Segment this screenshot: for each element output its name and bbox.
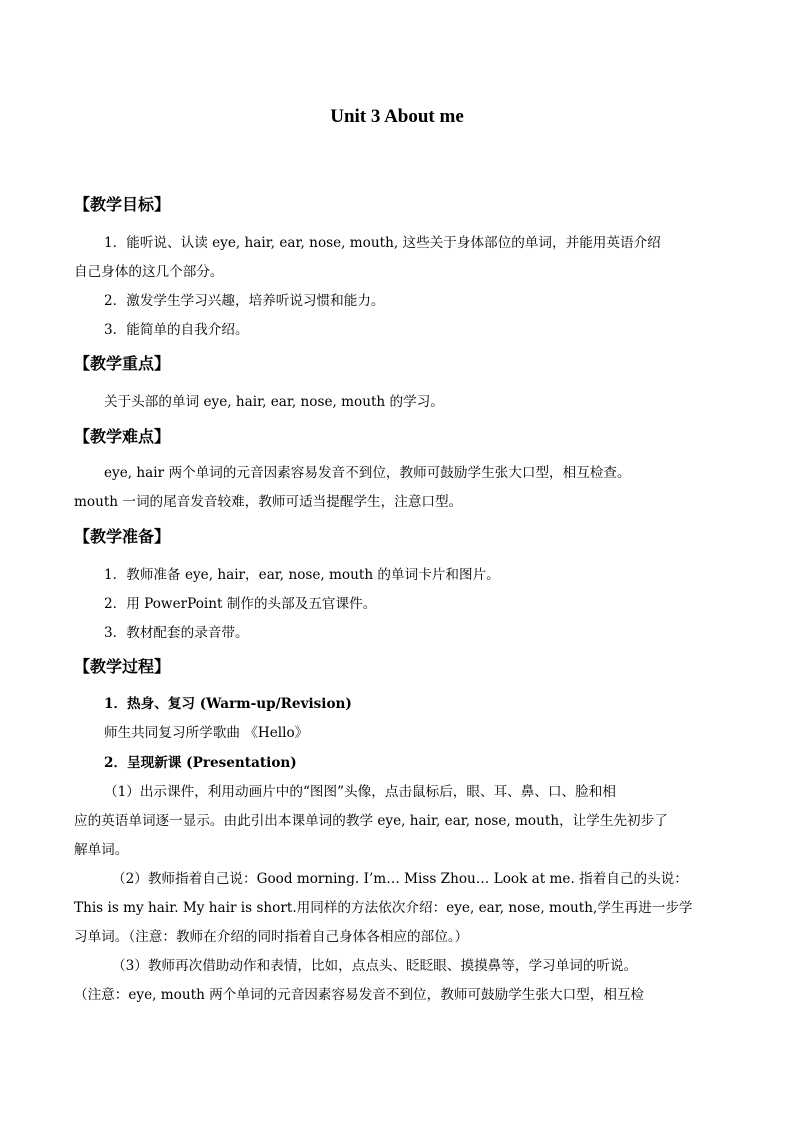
process-step1-title: 1．热身、复习 (Warm-up/Revision) <box>104 696 352 712</box>
process-line-4: （2）教师指着自己说：Good morning. I’m… Miss Zhou… Look at me. 指着自己的头说： <box>112 871 688 887</box>
heading-keypoints: 【教学重点】 <box>74 354 171 373</box>
process-step2-title: 2．呈现新课 (Presentation) <box>104 755 297 771</box>
heading-difficulties: 【教学难点】 <box>74 427 171 446</box>
preparation-line-2: 2．用 PowerPoint 制作的头部及五官课件。 <box>104 596 377 612</box>
keypoints-line-1: 关于头部的单词 eye, hair, ear, nose, mouth 的学习。 <box>104 394 444 410</box>
process-line-2: 应的英语单词逐一显示。由此引出本课单词的教学 eye, hair, ear, nose, mouth，让学生先初步了 <box>74 813 668 829</box>
difficulties-line-1: eye, hair 两个单词的元音因素容易发音不到位，教师可鼓励学生张大口型，相互检查。 <box>104 465 631 481</box>
heading-preparation: 【教学准备】 <box>74 527 171 546</box>
process-line-8: （注意：eye, mouth 两个单词的元音因素容易发音不到位，教师可鼓励学生张大口型，相互检 <box>74 987 645 1003</box>
process-line-5: This is my hair. My hair is short.用同样的方法依次介绍：eye, ear, nose, mouth,学生再进一步学 <box>74 900 693 916</box>
preparation-line-1: 1．教师准备 eye, hair，ear, nose, mouth 的单词卡片和图片。 <box>104 567 500 583</box>
preparation-line-3: 3．教材配套的录音带。 <box>104 625 249 641</box>
heading-process: 【教学过程】 <box>74 657 171 676</box>
process-line-6: 习单词。（注意：教师在介绍的同时指着自己身体各相应的部位。） <box>74 929 469 945</box>
page-title: Unit 3 About me <box>330 106 464 127</box>
goals-line-3: 2．激发学生学习兴趣，培养听说习惯和能力。 <box>104 293 385 309</box>
goals-line-2: 自己身体的这几个部分。 <box>74 264 224 280</box>
process-line-3: 解单词。 <box>74 842 129 858</box>
heading-goals: 【教学目标】 <box>74 195 171 214</box>
process-line-7: （3）教师再次借助动作和表情，比如，点点头、眨眨眼、摸摸鼻等，学习单词的听说。 <box>112 958 638 974</box>
goals-line-4: 3．能简单的自我介绍。 <box>104 322 249 338</box>
goals-line-1: 1．能听说、认读 eye, hair, ear, nose, mouth, 这些关于身体部位的单词，并能用英语介绍 <box>104 235 661 251</box>
process-line-1: （1）出示课件，利用动画片中的“图图”头像，点击鼠标后，眼、耳、鼻、口、脸和相 <box>104 784 616 800</box>
difficulties-line-2: mouth 一词的尾音发音较难，教师可适当提醒学生，注意口型。 <box>74 494 463 510</box>
process-step1-text: 师生共同复习所学歌曲 《Hello》 <box>104 725 309 741</box>
